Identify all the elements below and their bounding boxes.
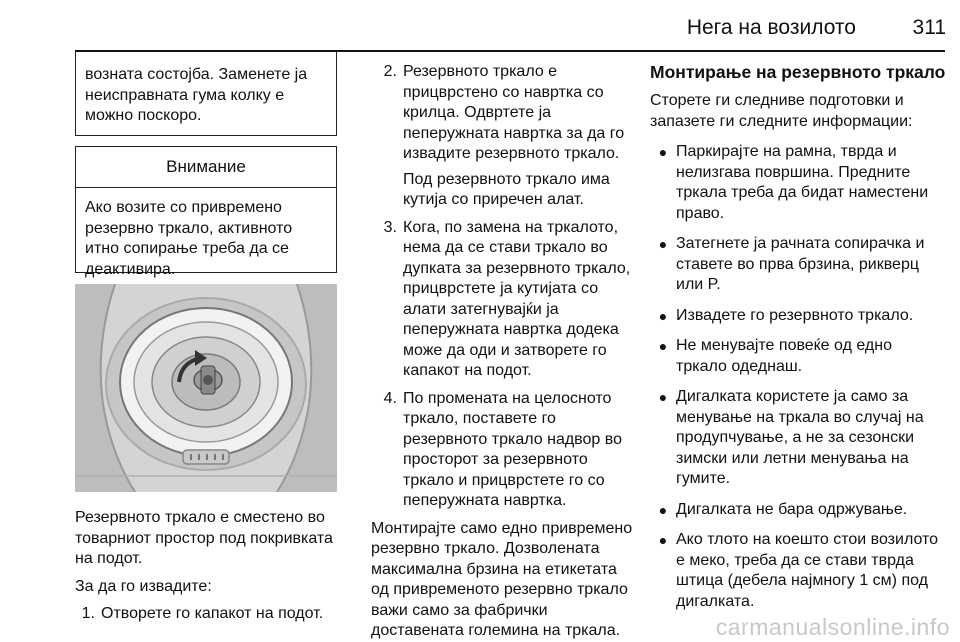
list-item: ● Ако тлото на коешто стои возилото е меко, треба да се стави тврда штица (дебела најмногу 1 см) под дигалката. <box>650 530 946 612</box>
step-3 <box>371 218 636 382</box>
step-text: Резервното тркало е прицврстено со навртка со крилца. Одвртете ја пеперужната навртка за да го извадите резервното тркало. <box>403 63 625 162</box>
list-item: ● Дигалката користете ја само за менување на тркала во случај на продупчување, а не за сезонски зимски или летни менувања на гумите. <box>650 387 946 490</box>
step-number: 1. <box>81 605 95 622</box>
page-number: 311 <box>912 16 946 39</box>
bullet-icon: ● <box>658 144 668 160</box>
continued-text-box <box>75 52 337 136</box>
how-to-remove: За да го извадите: <box>75 577 212 595</box>
list-item: ● Не менувајте повеќе од едно тркало одеднаш. <box>650 336 946 377</box>
spare-wheel-note: Монтирајте само едно привремено резервно тркало. Дозволената максимална брзина на етикетата од привременото резервно тркало важи само за фабрички доставената големина на тркала. <box>371 519 633 639</box>
step-number: 2. <box>383 63 397 80</box>
column-2 <box>371 62 636 642</box>
step-number: 4. <box>383 389 397 407</box>
step-number: 3. <box>383 218 397 236</box>
warning-heading: Внимание <box>76 147 336 188</box>
continued-text: возната состојба. Заменете ја неисправната гума колку е можно поскоро. <box>85 66 308 124</box>
step-2 <box>371 62 636 211</box>
section-title: Нега на возилото <box>686 16 856 39</box>
list-item: ● Затегнете ја рачната сопирачка и ставете во прва брзина, рикверц или P. <box>650 234 946 296</box>
list-item: ● Извадете го резервното тркало. <box>650 306 946 327</box>
bullet-icon: ● <box>658 501 668 518</box>
step-4 <box>371 389 636 512</box>
list-item: ● Дигалката не бара одржување. <box>650 500 946 521</box>
spare-wheel-figure <box>75 284 337 492</box>
figure-caption-block <box>75 508 337 625</box>
bullet-icon: ● <box>658 389 668 405</box>
section-heading: Монтирање на резервното тркало <box>650 62 946 82</box>
bullet-icon: ● <box>658 236 668 252</box>
figure-caption: Резервното тркало е сместено во товарниот простор под покривката на подот. <box>75 509 333 567</box>
step-text: Отворете го капакот на подот. <box>101 605 324 622</box>
bullet-icon: ● <box>658 338 668 354</box>
step-1 <box>75 604 337 625</box>
warning-text: Ако возите со привремено резервно тркало, активното итно сопирање треба да се деактивира. <box>85 199 293 278</box>
warning-box <box>75 146 337 278</box>
step-text: По промената на целосното тркало, поставете го резервното тркало надвор во просторот за резервното тркало и прицврстете го со пеперужната навртка. <box>403 389 622 509</box>
spare-wheel-illustration <box>75 284 337 492</box>
bullet-icon: ● <box>658 532 668 548</box>
intro-text: Сторете ги следниве подготовки и запазете ги следните информации: <box>650 92 913 130</box>
column-3 <box>650 62 946 622</box>
bullet-icon: ● <box>658 307 668 324</box>
step-note: Под резервното тркало има кутија со приречен алат. <box>403 170 610 208</box>
watermark: carmanualsonline.info <box>715 614 950 640</box>
step-text: Кога, по замена на тркалото, нема да се стави тркало во дупката за резервното тркало, прицврстете ја кутијата со алати затегнувајќи ја пеперужната навртка додека може да оди и затворете го капакот на подот. <box>403 218 631 379</box>
list-item: ● Паркирајте на рамна, тврда и нелизгава површина. Предните тркала треба да бидат наместени право. <box>650 142 946 224</box>
